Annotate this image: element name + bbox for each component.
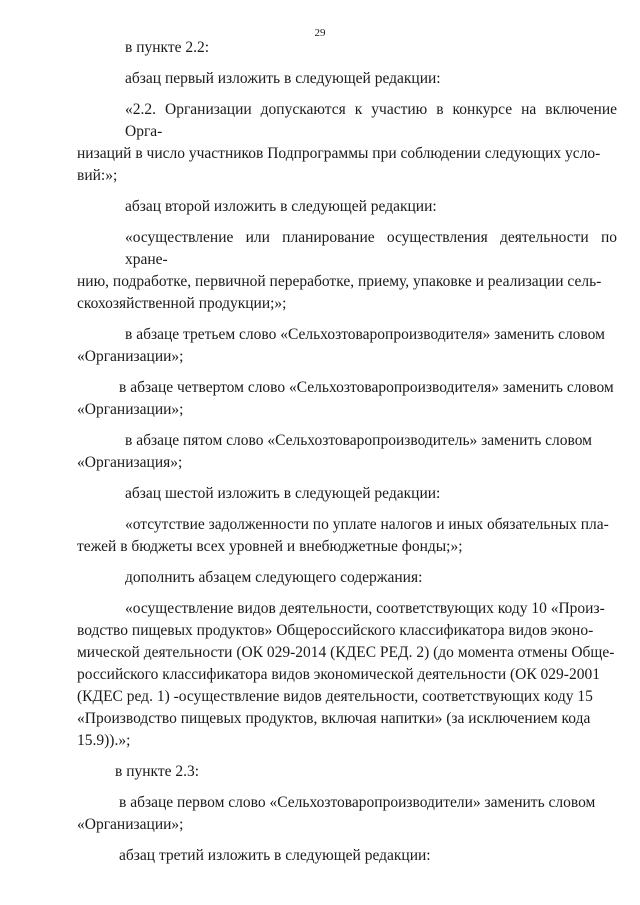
line-text: «2.2. Организации допускаются к участию в конкурсе на включение Орга- bbox=[125, 101, 617, 140]
paragraph-point-2-2: в пункте 2.2: bbox=[125, 39, 210, 56]
paragraph-quote-taxes bbox=[77, 514, 617, 558]
text-line: «Организации»; bbox=[77, 348, 184, 365]
text-line: «осуществление или планирование осуществления деятельности по хране- bbox=[125, 229, 617, 268]
paragraph-first-abzac-instruction: абзац первый изложить в следующей редакции: bbox=[125, 70, 441, 87]
paragraph-quote-2-2 bbox=[77, 99, 617, 187]
text-line: в абзаце третьем слово «Сельхозтоваропроизводителя» заменить словом bbox=[125, 326, 605, 343]
text-line: в абзаце четвертом слово «Сельхозтоваропроизводителя» заменить словом bbox=[119, 379, 614, 396]
text-line bbox=[77, 99, 617, 143]
paragraph-abzac-first-2-3 bbox=[77, 792, 617, 836]
paragraph-abzac-fourth bbox=[77, 377, 617, 421]
text-line: «осуществление видов деятельности, соответствующих коду 10 «Произ- bbox=[125, 600, 605, 617]
text-line: российского классификатора видов экономической деятельности (ОК 029-2001 bbox=[77, 666, 600, 683]
text-line: в абзаце первом слово «Сельхозтоваропроизводители» заменить словом bbox=[119, 794, 596, 811]
text-line: нию, подработке, первичной переработке, приему, упаковке и реализации сель- bbox=[77, 273, 602, 290]
text-line: 15.9)).»; bbox=[77, 732, 131, 749]
text-line: «отсутствие задолженности по уплате налогов и иных обязательных пла- bbox=[125, 516, 609, 533]
text-line: вий:»; bbox=[77, 167, 118, 184]
paragraph-abzac-fifth bbox=[77, 430, 617, 474]
text-line: тежей в бюджеты всех уровней и внебюджетные фонды;»; bbox=[77, 538, 463, 555]
paragraph-sixth-abzac-instruction: абзац шестой изложить в следующей редакции: bbox=[125, 485, 441, 502]
page-number: 29 bbox=[314, 27, 326, 39]
paragraph-quote-storage bbox=[77, 227, 617, 315]
text-line: «Организации»; bbox=[77, 816, 184, 833]
text-line: (КДЕС ред. 1) -осуществление видов деятельности, соответствующих коду 15 bbox=[77, 688, 593, 705]
paragraph-abzac-third bbox=[77, 324, 617, 368]
text-line: в абзаце пятом слово «Сельхозтоваропроизводитель» заменить словом bbox=[125, 432, 592, 449]
paragraph-add-abzac-instruction: дополнить абзацем следующего содержания: bbox=[125, 569, 423, 586]
paragraph-second-abzac-instruction: абзац второй изложить в следующей редакции: bbox=[125, 198, 437, 215]
text-line: скохозяйственной продукции;»; bbox=[77, 295, 287, 312]
paragraph-point-2-3: в пункте 2.3: bbox=[115, 763, 200, 780]
text-line: «Организация»; bbox=[77, 454, 183, 471]
text-line: мической деятельности (ОК 029-2014 (КДЕС РЕД. 2) (до момента отмены Обще- bbox=[77, 644, 615, 661]
document-body bbox=[77, 37, 617, 867]
text-line: «Организации»; bbox=[77, 401, 184, 418]
text-line: низаций в число участников Подпрограммы при соблюдении следующих усло- bbox=[77, 145, 601, 162]
paragraph-quote-activities bbox=[77, 598, 617, 752]
paragraph-third-abzac-instruction: абзац третий изложить в следующей редакции: bbox=[119, 847, 431, 864]
text-line: водство пищевых продуктов» Общероссийского классификатора видов эконо- bbox=[77, 622, 594, 639]
text-line: «Производство пищевых продуктов, включая напитки» (за исключением кода bbox=[77, 710, 591, 727]
